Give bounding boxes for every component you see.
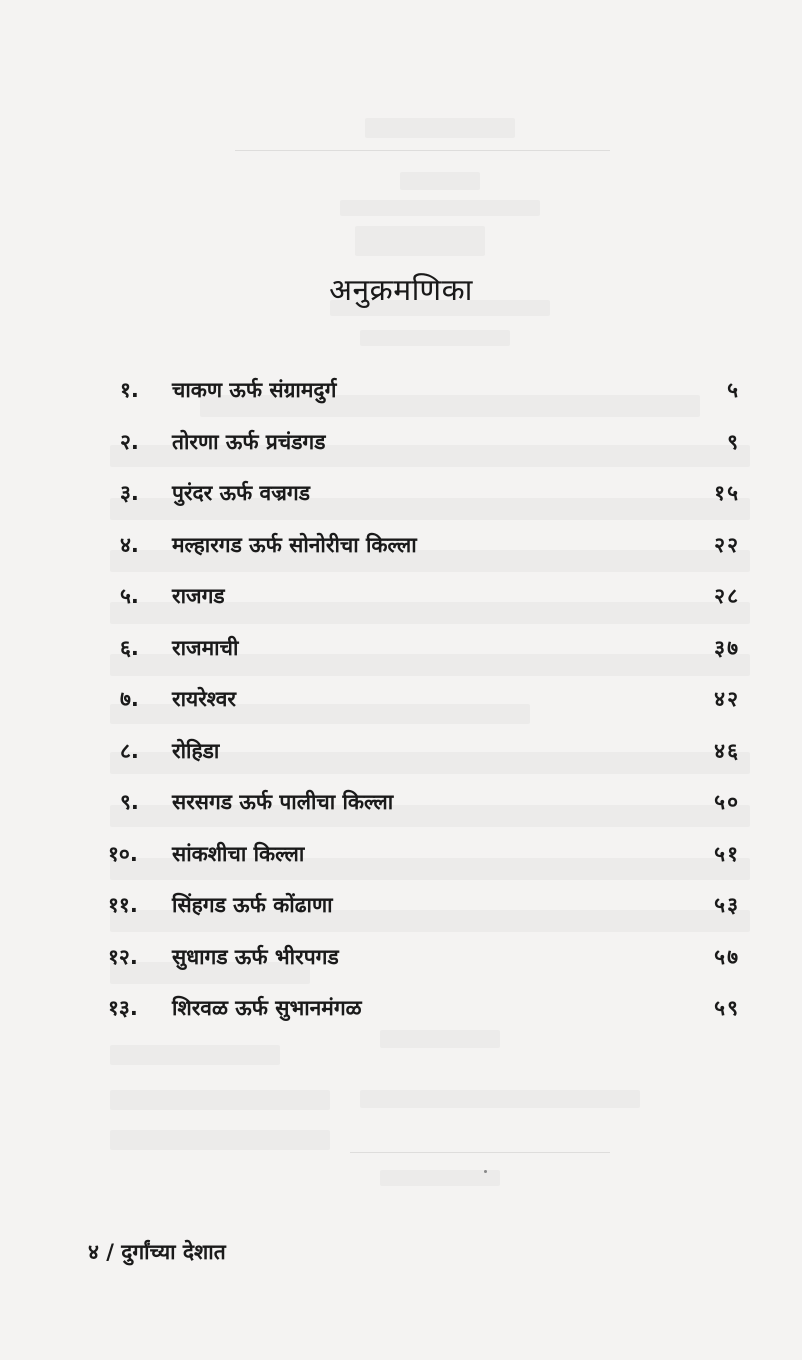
toc-entry-13 [108, 984, 748, 1036]
toc-page-number: २८ [714, 584, 740, 608]
toc-number: ३. [120, 481, 139, 505]
toc-page-number: ४२ [714, 687, 740, 711]
toc-number: १२. [108, 944, 138, 969]
toc-entry-2 [108, 418, 748, 470]
toc-title: रायरेश्वर [172, 687, 236, 711]
toc-entry-11 [108, 881, 748, 933]
toc-number: २. [120, 429, 139, 454]
page-footer: ४ / दुर्गांच्या देशात [88, 1240, 226, 1264]
toc-page-number: ५९ [714, 996, 740, 1020]
toc-page-number: ५ [727, 378, 740, 402]
toc-title: शिरवळ ऊर्फ सुभानमंगळ [172, 996, 362, 1020]
toc-entry-9 [108, 778, 748, 830]
toc-title: मल्हारगड ऊर्फ सोनोरीचा किल्ला [172, 532, 417, 557]
toc-number: ११. [108, 893, 138, 917]
toc-entry-5 [108, 572, 748, 624]
toc-page-number: ५७ [714, 944, 740, 969]
toc-title: राजगड [172, 584, 225, 608]
toc-number: ४. [120, 532, 139, 557]
toc-page-number: ५० [714, 790, 740, 814]
toc-entry-7 [108, 675, 748, 727]
toc-number: १३. [108, 996, 138, 1020]
toc-title: सरसगड ऊर्फ पालीचा किल्ला [172, 790, 394, 814]
toc-entry-3 [108, 469, 748, 521]
toc-title: सुधागड ऊर्फ भीरपगड [172, 944, 339, 969]
toc-page-number: ५३ [714, 893, 740, 917]
toc-number: ७. [120, 687, 139, 711]
table-of-contents [108, 366, 748, 1036]
toc-entry-12 [108, 933, 748, 985]
toc-entry-6 [108, 624, 748, 676]
toc-number: ९. [120, 790, 139, 814]
toc-number: १०. [108, 841, 138, 866]
toc-entry-4 [108, 521, 748, 573]
toc-title: पुरंदर ऊर्फ वज्रगड [172, 481, 310, 505]
toc-title: तोरणा ऊर्फ प्रचंडगड [172, 429, 326, 454]
toc-entry-10 [108, 830, 748, 882]
toc-title: चाकण ऊर्फ संग्रामदुर्ग [172, 378, 337, 402]
toc-page-number: ४६ [714, 738, 740, 763]
toc-page-number: ९ [727, 429, 740, 454]
toc-number: ५. [120, 584, 139, 608]
toc-number: ८. [120, 738, 139, 763]
toc-number: ६. [120, 635, 139, 660]
toc-entry-8 [108, 727, 748, 779]
toc-entry-1 [108, 366, 748, 418]
toc-page-number: २२ [714, 532, 740, 557]
page-title: अनुक्रमणिका [329, 273, 473, 309]
toc-title: सिंहगड ऊर्फ कोंढाणा [172, 893, 333, 917]
toc-page-number: १५ [714, 481, 740, 505]
toc-page-number: ३७ [714, 635, 740, 660]
toc-title: राजमाची [172, 635, 239, 660]
toc-number: १. [120, 378, 139, 402]
toc-title: सांकशीचा किल्ला [172, 841, 305, 866]
toc-title: रोहिडा [172, 738, 220, 763]
toc-page-number: ५१ [714, 841, 740, 866]
ink-speck [484, 1170, 487, 1173]
